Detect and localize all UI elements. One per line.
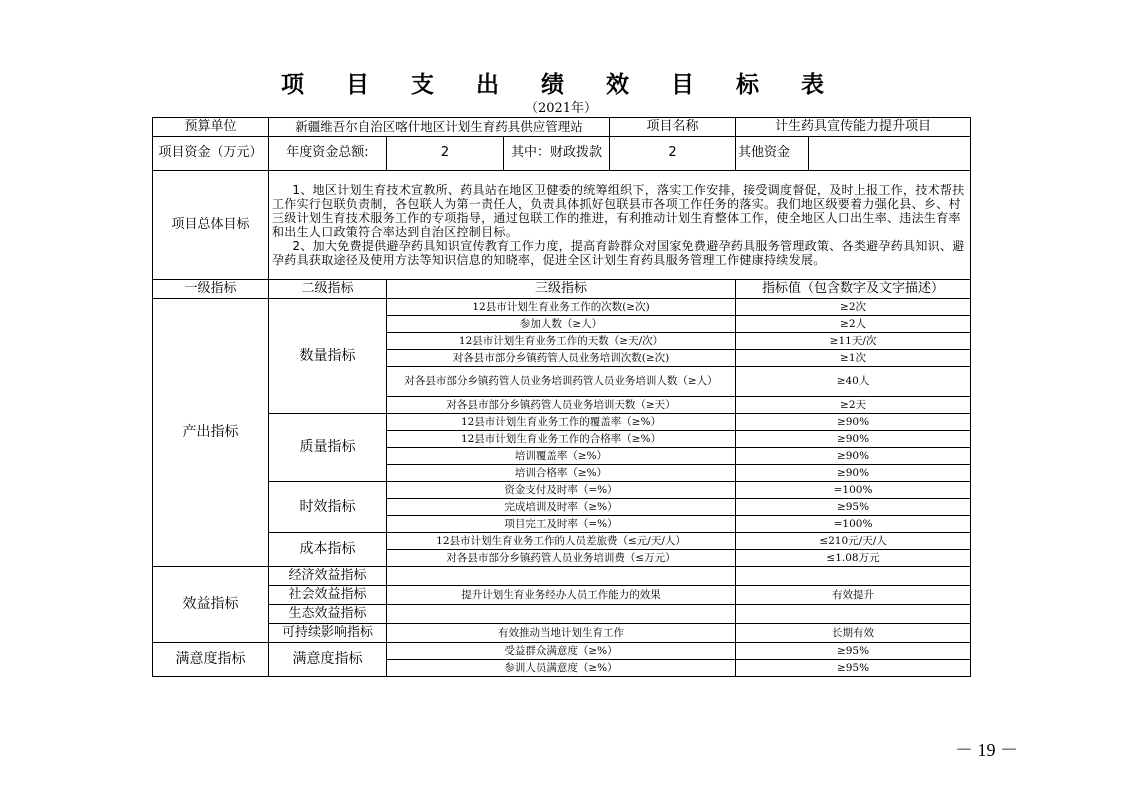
indicator-value bbox=[736, 605, 971, 624]
fiscal-label: 其中：财政拨款 bbox=[504, 137, 610, 171]
sub-cost: 成本指标 bbox=[269, 533, 387, 567]
sub-timeliness: 时效指标 bbox=[269, 482, 387, 533]
sub-quantity: 数量指标 bbox=[269, 299, 387, 414]
indicator-value: ≥90% bbox=[736, 414, 971, 431]
indicator-value: ≤210元/天/人 bbox=[736, 533, 971, 550]
indicator-value: 长期有效 bbox=[736, 624, 971, 643]
annual-total-value: 2 bbox=[387, 137, 504, 171]
fiscal-value: 2 bbox=[610, 137, 736, 171]
indicator-name: 受益群众满意度（≥%） bbox=[387, 643, 736, 660]
goal-label: 项目总体目标 bbox=[153, 171, 269, 280]
header-level1: 一级指标 bbox=[153, 280, 269, 299]
header-level2: 二级指标 bbox=[269, 280, 387, 299]
indicator-name: 12县市计划生育业务工作的次数(≥次) bbox=[387, 299, 736, 316]
goal-paragraph-1: 1、地区计划生育技术宣教所、药具站在地区卫健委的统筹组织下，落实工作安排，接受调度督促，及时上报工作，技术帮扶工作实行包联负责制，各包联人为第一责任人，负责具体抓好包联县市各项工作任务的落实。我们地区级要着力强化县、乡、村三级计划生育技术服务工作的专项指导，通过包联工作的推进，有利推动计划生育整体工作，使全地区人口出生率、违法生育率和出生人口政策符合率达到自治区控制目标。 bbox=[272, 182, 965, 239]
indicator-value: ≥90% bbox=[736, 431, 971, 448]
indicator-name: 对各县市部分乡镇药管人员业务培训药管人员业务培训人数（≥人） bbox=[387, 367, 736, 397]
group-benefit: 效益指标 bbox=[153, 567, 269, 643]
indicator-name: 资金支付及时率（=%） bbox=[387, 482, 736, 499]
sub-economic: 经济效益指标 bbox=[269, 567, 387, 586]
indicator-name: 对各县市部分乡镇药管人员业务培训费（≤万元） bbox=[387, 550, 736, 567]
fund-label: 项目资金（万元） bbox=[153, 137, 269, 171]
indicator-value: ≥2次 bbox=[736, 299, 971, 316]
indicator-value: 有效提升 bbox=[736, 586, 971, 605]
unit-label: 预算单位 bbox=[153, 118, 269, 137]
indicator-value: ≤1.08万元 bbox=[736, 550, 971, 567]
indicator-value: ≥11天/次 bbox=[736, 333, 971, 350]
indicator-name: 12县市计划生育业务工作的人员差旅费（≤元/天/人） bbox=[387, 533, 736, 550]
indicator-name: 有效推动当地计划生育工作 bbox=[387, 624, 736, 643]
indicator-name: 12县市计划生育业务工作的覆盖率（≥%） bbox=[387, 414, 736, 431]
indicator-value: ≥90% bbox=[736, 465, 971, 482]
group-satisfaction: 满意度指标 bbox=[153, 643, 269, 677]
indicator-name bbox=[387, 567, 736, 586]
indicator-name: 对各县市部分乡镇药管人员业务培训次数(≥次) bbox=[387, 350, 736, 367]
indicator-value: ≥2人 bbox=[736, 316, 971, 333]
indicator-name: 12县市计划生育业务工作的合格率（≥%） bbox=[387, 431, 736, 448]
indicator-value: ≥2天 bbox=[736, 397, 971, 414]
indicator-name: 培训合格率（≥%） bbox=[387, 465, 736, 482]
performance-table bbox=[152, 117, 971, 677]
indicator-value: ≥1次 bbox=[736, 350, 971, 367]
sub-social: 社会效益指标 bbox=[269, 586, 387, 605]
indicator-name: 完成培训及时率（≥%） bbox=[387, 499, 736, 516]
indicator-value: =100% bbox=[736, 516, 971, 533]
header-value: 指标值（包含数字及文字描述） bbox=[736, 280, 971, 299]
project-name-label: 项目名称 bbox=[610, 118, 736, 137]
unit-value: 新疆维吾尔自治区喀什地区计划生育药具供应管理站 bbox=[269, 118, 610, 137]
indicator-value: =100% bbox=[736, 482, 971, 499]
indicator-value: ≥95% bbox=[736, 499, 971, 516]
sub-quality: 质量指标 bbox=[269, 414, 387, 482]
indicator-name: 参训人员满意度（≥%） bbox=[387, 660, 736, 677]
group-output: 产出指标 bbox=[153, 299, 269, 567]
header-level3: 三级指标 bbox=[387, 280, 736, 299]
indicator-value: ≥40人 bbox=[736, 367, 971, 397]
page-number: － 19 － bbox=[955, 740, 1018, 760]
indicator-value: ≥95% bbox=[736, 660, 971, 677]
indicator-value: ≥95% bbox=[736, 643, 971, 660]
indicator-name bbox=[387, 605, 736, 624]
indicator-name: 提升计划生育业务经办人员工作能力的效果 bbox=[387, 586, 736, 605]
sub-sustainable: 可持续影响指标 bbox=[269, 624, 387, 643]
project-name-value: 计生药具宣传能力提升项目 bbox=[736, 118, 971, 137]
other-fund-label: 其他资金 bbox=[736, 137, 809, 171]
year-label: （2021年） bbox=[524, 101, 598, 116]
indicator-name: 对各县市部分乡镇药管人员业务培训天数（≥天） bbox=[387, 397, 736, 414]
indicator-value: ≥90% bbox=[736, 448, 971, 465]
sub-satisfaction: 满意度指标 bbox=[269, 643, 387, 677]
goal-text bbox=[269, 171, 971, 280]
indicator-value bbox=[736, 567, 971, 586]
goal-paragraph-2: 2、加大免费提供避孕药具知识宣传教育工作力度，提高育龄群众对国家免费避孕药具服务管理政策、各类避孕药具知识、避孕药具获取途径及使用方法等知识信息的知晓率，促进全区计划生育药具服务管理工作健康持续发展。 bbox=[272, 239, 965, 268]
indicator-name: 参加人数（≥人） bbox=[387, 316, 736, 333]
other-fund-value bbox=[809, 137, 971, 171]
indicator-name: 项目完工及时率（=%） bbox=[387, 516, 736, 533]
sub-ecological: 生态效益指标 bbox=[269, 605, 387, 624]
page-title: 项 目 支 出 绩 效 目 标 表 bbox=[280, 71, 842, 98]
annual-total-label: 年度资金总额: bbox=[269, 137, 387, 171]
indicator-name: 培训覆盖率（≥%） bbox=[387, 448, 736, 465]
indicator-name: 12县市计划生育业务工作的天数（≥天/次） bbox=[387, 333, 736, 350]
